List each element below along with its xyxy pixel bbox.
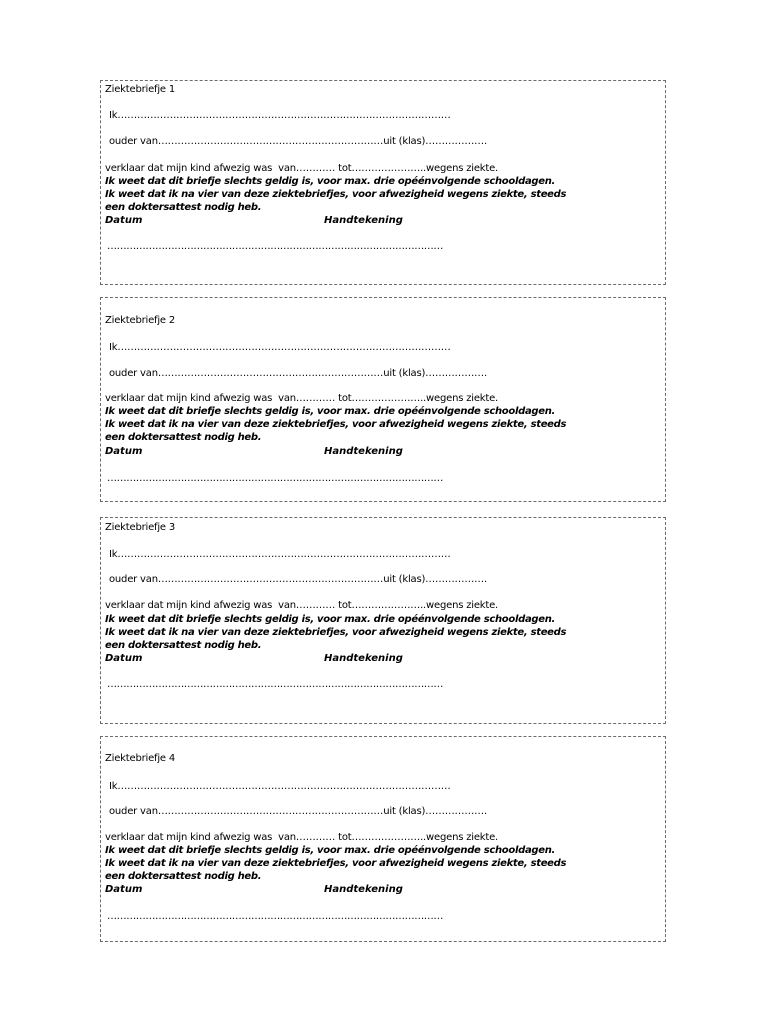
parent-name-line[interactable]: Ik…………………………………………………………………………………………	[109, 781, 451, 792]
signature-label: Handtekening	[324, 884, 403, 895]
date-label: Datum	[105, 653, 143, 664]
signature-label: Handtekening	[324, 215, 403, 226]
sick-note-card-2	[100, 297, 666, 502]
absence-period-line[interactable]: verklaar dat mijn kind afwezig was van………… tot…………………..wegens ziekte.	[105, 600, 499, 611]
card-title: Ziektebriefje 3	[105, 522, 176, 533]
parent-name-line[interactable]: Ik…………………………………………………………………………………………	[109, 549, 451, 560]
doctor-note-rule-cont: een doktersattest nodig heb.	[105, 432, 262, 443]
absence-period-line[interactable]: verklaar dat mijn kind afwezig was van………… tot…………………..wegens ziekte.	[105, 393, 499, 404]
doctor-note-rule-cont: een doktersattest nodig heb.	[105, 871, 262, 882]
doctor-note-rule: Ik weet dat ik na vier van deze ziektebriefjes, voor afwezigheid wegens ziekte, steeds	[105, 189, 567, 200]
date-label: Datum	[105, 884, 143, 895]
doctor-note-rule-cont: een doktersattest nodig heb.	[105, 202, 262, 213]
child-class-line[interactable]: ouder van……………………………………………………………uit (klas)……………….	[109, 574, 487, 585]
child-class-line[interactable]: ouder van……………………………………………………………uit (klas)……………….	[109, 136, 487, 147]
absence-period-line[interactable]: verklaar dat mijn kind afwezig was van………… tot…………………..wegens ziekte.	[105, 163, 499, 174]
card-title: Ziektebriefje 1	[105, 84, 176, 95]
date-label: Datum	[105, 446, 143, 457]
child-class-line[interactable]: ouder van……………………………………………………………uit (klas)……………….	[109, 368, 487, 379]
sick-note-card-3	[100, 517, 666, 724]
doctor-note-rule: Ik weet dat ik na vier van deze ziektebriefjes, voor afwezigheid wegens ziekte, steeds	[105, 627, 567, 638]
doctor-note-rule: Ik weet dat ik na vier van deze ziektebriefjes, voor afwezigheid wegens ziekte, steeds	[105, 858, 567, 869]
signature-line[interactable]: ……………………………………………………………………………………………	[107, 473, 444, 484]
validity-note: Ik weet dat dit briefje slechts geldig is, voor max. drie opéénvolgende schooldagen.	[105, 614, 556, 625]
doctor-note-rule-cont: een doktersattest nodig heb.	[105, 640, 262, 651]
signature-line[interactable]: ……………………………………………………………………………………………	[107, 679, 444, 690]
validity-note: Ik weet dat dit briefje slechts geldig is, voor max. drie opéénvolgende schooldagen.	[105, 406, 556, 417]
card-title: Ziektebriefje 4	[105, 753, 176, 764]
validity-note: Ik weet dat dit briefje slechts geldig is, voor max. drie opéénvolgende schooldagen.	[105, 176, 556, 187]
sick-note-card-1	[100, 80, 666, 285]
parent-name-line[interactable]: Ik…………………………………………………………………………………………	[109, 110, 451, 121]
card-title: Ziektebriefje 2	[105, 315, 176, 326]
child-class-line[interactable]: ouder van……………………………………………………………uit (klas)……………….	[109, 806, 487, 817]
doctor-note-rule: Ik weet dat ik na vier van deze ziektebriefjes, voor afwezigheid wegens ziekte, steeds	[105, 419, 567, 430]
signature-label: Handtekening	[324, 653, 403, 664]
signature-label: Handtekening	[324, 446, 403, 457]
signature-line[interactable]: ……………………………………………………………………………………………	[107, 241, 444, 252]
signature-line[interactable]: ……………………………………………………………………………………………	[107, 911, 444, 922]
sick-note-card-4	[100, 736, 666, 942]
date-label: Datum	[105, 215, 143, 226]
parent-name-line[interactable]: Ik…………………………………………………………………………………………	[109, 342, 451, 353]
absence-period-line[interactable]: verklaar dat mijn kind afwezig was van………… tot…………………..wegens ziekte.	[105, 832, 499, 843]
validity-note: Ik weet dat dit briefje slechts geldig is, voor max. drie opéénvolgende schooldagen.	[105, 845, 556, 856]
